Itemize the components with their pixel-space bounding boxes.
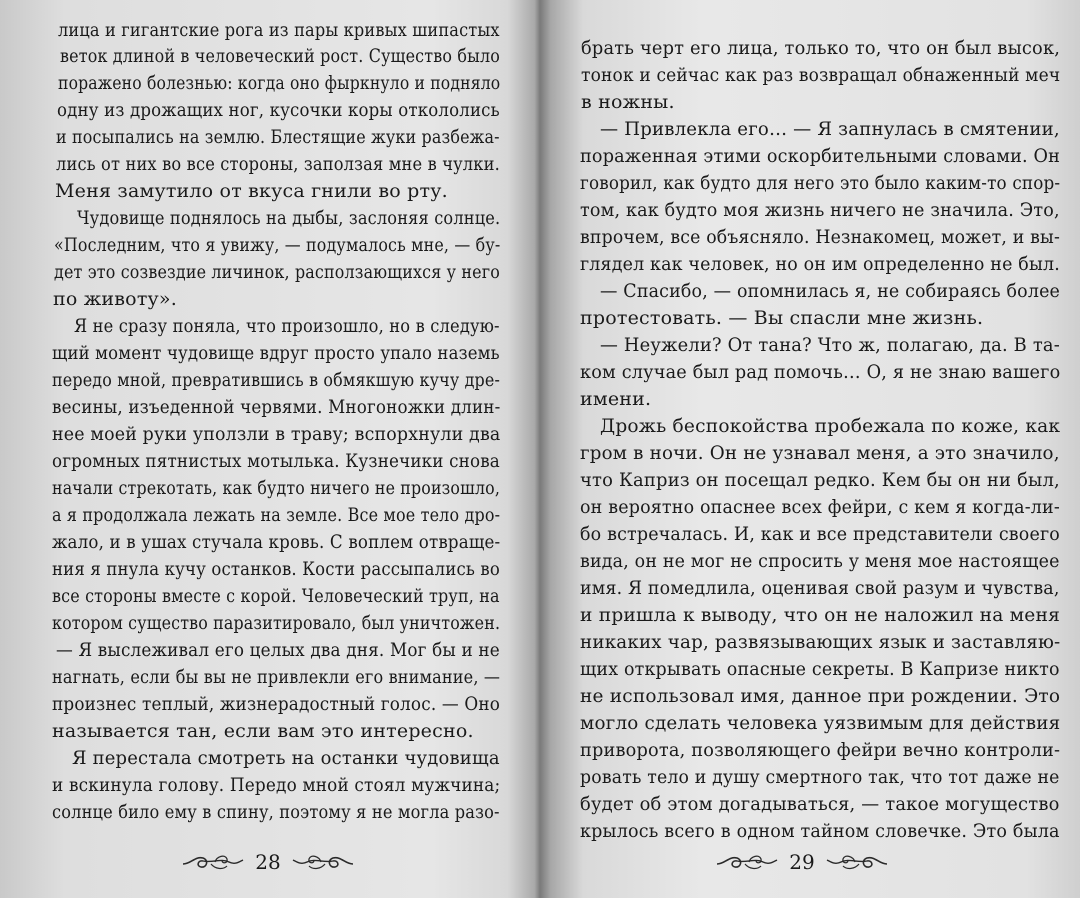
text-line: пораженная этими оскорбительными словами. Он: [580, 145, 1061, 167]
text-line: называется тан, если вам это интересно.: [52, 720, 474, 742]
flourish-ornament-icon: [715, 850, 779, 874]
right-page-footer: [652, 842, 952, 882]
text-line: дет это созвездие личинок, расползающихся у него: [54, 261, 500, 283]
text-line: брать черт его лица, только то, что он был высок,: [581, 37, 1061, 59]
text-line: одну из дрожащих ног, кусочки коры откололись: [57, 99, 500, 121]
text-line: бо встречалась. И, как и все представители своего: [580, 523, 1060, 545]
text-line: Я не сразу поняла, что произошло, но в следую-: [74, 315, 500, 337]
text-line: по животу».: [53, 288, 177, 310]
left-page-footer: [118, 842, 418, 882]
text-line: солнце било ему в спину, поэтому я не могла разо-: [52, 801, 500, 823]
text-line: и посыпались на землю. Блестящие жуки разбежа-: [56, 126, 500, 148]
text-line: том, как будто моя жизнь ничего не значила. Это,: [580, 199, 1060, 221]
text-line: протестовать. — Вы спасли мне жизнь.: [580, 307, 984, 329]
text-line: могло сделать человека уязвимым для действия: [580, 712, 1061, 734]
text-line: крылось всего в одном тайном словечке. Это была: [580, 820, 1060, 842]
text-line: и вскинула голову. Передо мной стоял мужчина;: [52, 774, 501, 796]
text-line: жало, и в ушах стучала кровь. С воплем отвраще-: [52, 531, 501, 553]
flourish-ornament-icon: [825, 850, 889, 874]
text-line: что Каприз он посещал редко. Кем бы он ни был,: [580, 469, 1060, 491]
text-line: лись от них во все стороны, заползая мне в чулки.: [56, 153, 500, 175]
text-line: не использовал имя, данное при рождении. Это: [580, 685, 1061, 707]
text-line: нее моей руки уползли в траву; вспорхнули два: [52, 423, 501, 445]
text-line: впрочем, все объясняло. Незнакомец, может, и вы-: [580, 226, 1060, 248]
text-line: лица и гигантские рога из пары кривых шипастых: [58, 19, 500, 41]
text-line: весины, изъеденной червями. Многоножки длин-: [52, 396, 501, 418]
text-line: нагнать, если бы вы не привлекли его внимание, —: [52, 666, 501, 688]
flourish-ornament-icon: [181, 850, 245, 874]
text-line: приворота, позволяющего фейри вечно контроли-: [580, 739, 1061, 761]
text-line: гром в ночи. Он не узнавал меня, а это значило,: [580, 442, 1060, 464]
text-line: Чудовище поднялось на дыбы, заслоняя солнце.: [77, 207, 501, 229]
text-line: имени.: [580, 388, 652, 410]
text-line: в ножны.: [581, 91, 675, 113]
flourish-ornament-icon: [291, 850, 355, 874]
text-line: «Последним, что я увижу, — подумалось мне, — бу-: [54, 234, 501, 256]
text-line: передо мной, превратившись в обмякшую кучу дре-: [52, 369, 501, 391]
text-line: Я перестала смотреть на останки чудовища: [72, 747, 500, 769]
text-line: — Неужели? От тана? Что ж, полагаю, да. В та-: [600, 334, 1060, 356]
text-line: тонок и сейчас как раз возвращал обнаженный меч: [581, 64, 1061, 86]
text-line: Меня замутило от вкуса гнили во рту.: [55, 180, 448, 202]
page-number: 28: [255, 850, 281, 874]
text-line: веток длиной в человеческий рост. Существо было: [60, 45, 500, 67]
text-line: ния я пнула кучу останков. Кости рассыпались во: [52, 558, 501, 580]
text-line: начали стрекотать, как будто ничего не произошло,: [52, 477, 501, 499]
text-line: котором существо паразитировало, был уничтожен.: [52, 612, 501, 634]
text-line: имя. Я помедлила, оценивая свой разум и чувства,: [580, 577, 1060, 599]
text-line: и пришла к выводу, что он не наложил на меня: [580, 604, 1061, 626]
text-line: он вероятно опаснее всех фейри, с кем я когда-ли-: [580, 496, 1060, 518]
text-line: глядел как человек, но он им определенно не был.: [580, 253, 1060, 275]
text-line: щий момент чудовище вдруг просто упало наземь: [52, 342, 500, 364]
text-line: никаких чар, развязывающих язык и заставляю-: [580, 631, 1061, 653]
text-line: — Спасибо, — опомнилась я, не собираясь более: [600, 280, 1061, 302]
text-line: Дрожь беспокойства пробежала по коже, как: [600, 415, 1061, 437]
text-line: поражено болезнью: когда оно фыркнуло и подняло: [58, 72, 501, 94]
page-number: 29: [789, 850, 815, 874]
text-line: все стороны вместе с корой. Человеческий труп, на: [52, 585, 500, 607]
text-line: вида, он не мог не спросить у меня мое настоящее: [580, 550, 1060, 572]
text-line: щих открывать опасные секреты. В Капризе никто: [580, 658, 1060, 680]
text-line: произнес теплый, жизнерадостный голос. — Оно: [52, 693, 501, 715]
text-line: — Привлекла его… — Я запнулась в смятении,: [600, 118, 1060, 140]
text-line: говорил, как будто для него это было каким-то спор-: [580, 172, 1061, 194]
text-line: а я продолжала лежать на земле. Все мое тело дро-: [52, 504, 501, 526]
text-line: огромных пятнистых мотылька. Кузнечики снова: [52, 450, 500, 472]
text-line: ровать тело и душу смертного так, что тот даже не: [580, 766, 1060, 788]
text-line: будет об этом догадываться, — такое могущество: [580, 793, 1060, 815]
text-line: ком случае был рад помочь… О, я не знаю вашего: [580, 361, 1061, 383]
text-line: — Я выслеживал его целых два дня. Мог бы и не: [56, 639, 500, 661]
